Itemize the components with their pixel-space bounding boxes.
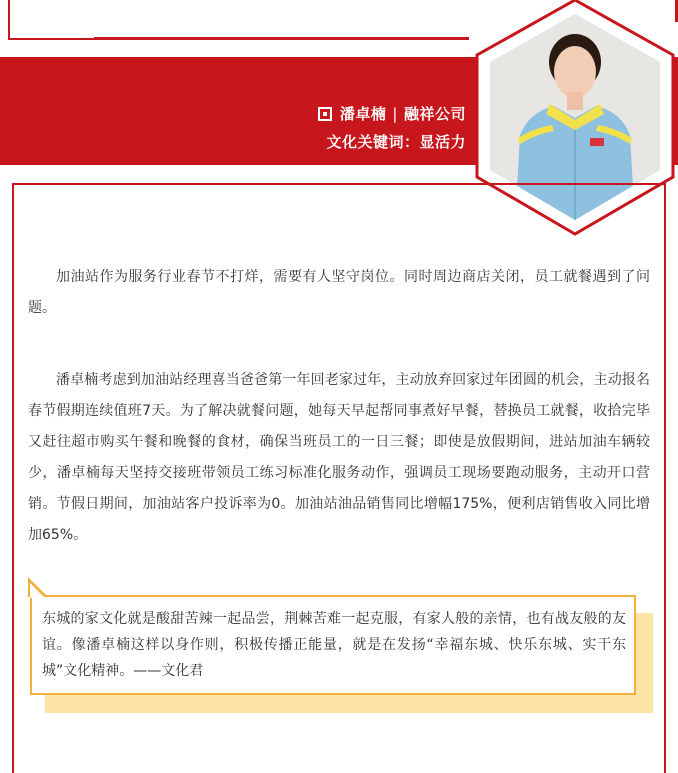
quote-text: 东城的家文化就是酸甜苦辣一起品尝，荆棘苦难一起克服，有家人般的亲情，也有战友般的友谊。像潘卓楠这样以身作则，积极传播正能量，就是在发扬“幸福东城、快乐东城、实干东城”文化精神。——文化君 bbox=[42, 611, 626, 679]
culture-keyword: 文化关键词：显活力 bbox=[326, 133, 466, 151]
name-separator: | bbox=[392, 104, 398, 123]
profile-name-row bbox=[318, 103, 466, 124]
square-bullet-icon bbox=[318, 107, 332, 121]
article-paragraph-2: 潘卓楠考虑到加油站经理喜当爸爸第一年回老家过年，主动放弃回家过年团圆的机会，主动报名春节假期连续值班7天。为了解决就餐问题，她每天早起帮同事煮好早餐，替换员工就餐，收拾完毕又赶往超市购买午餐和晚餐的食材，确保当班员工的一日三餐；即使是放假期间，进站加油车辆较少，潘卓楠每天坚持交接班带领员工练习标准化服务动作，强调员工现场要跑动服务，主动开口营销。节假日期间，加油站客户投诉率为0。加油站油品销售同比增幅175%，便利店销售收入同比增加65%。 bbox=[28, 372, 650, 543]
quote-notch-icon bbox=[28, 577, 48, 597]
article-paragraph-1: 加油站作为服务行业春节不打烊，需要有人坚守岗位。同时周边商店关闭，员工就餐遇到了问题。 bbox=[28, 269, 650, 316]
profile-company: 融祥公司 bbox=[403, 105, 466, 123]
profile-name: 潘卓楠 bbox=[339, 105, 387, 123]
top-frame-decoration bbox=[8, 0, 467, 40]
